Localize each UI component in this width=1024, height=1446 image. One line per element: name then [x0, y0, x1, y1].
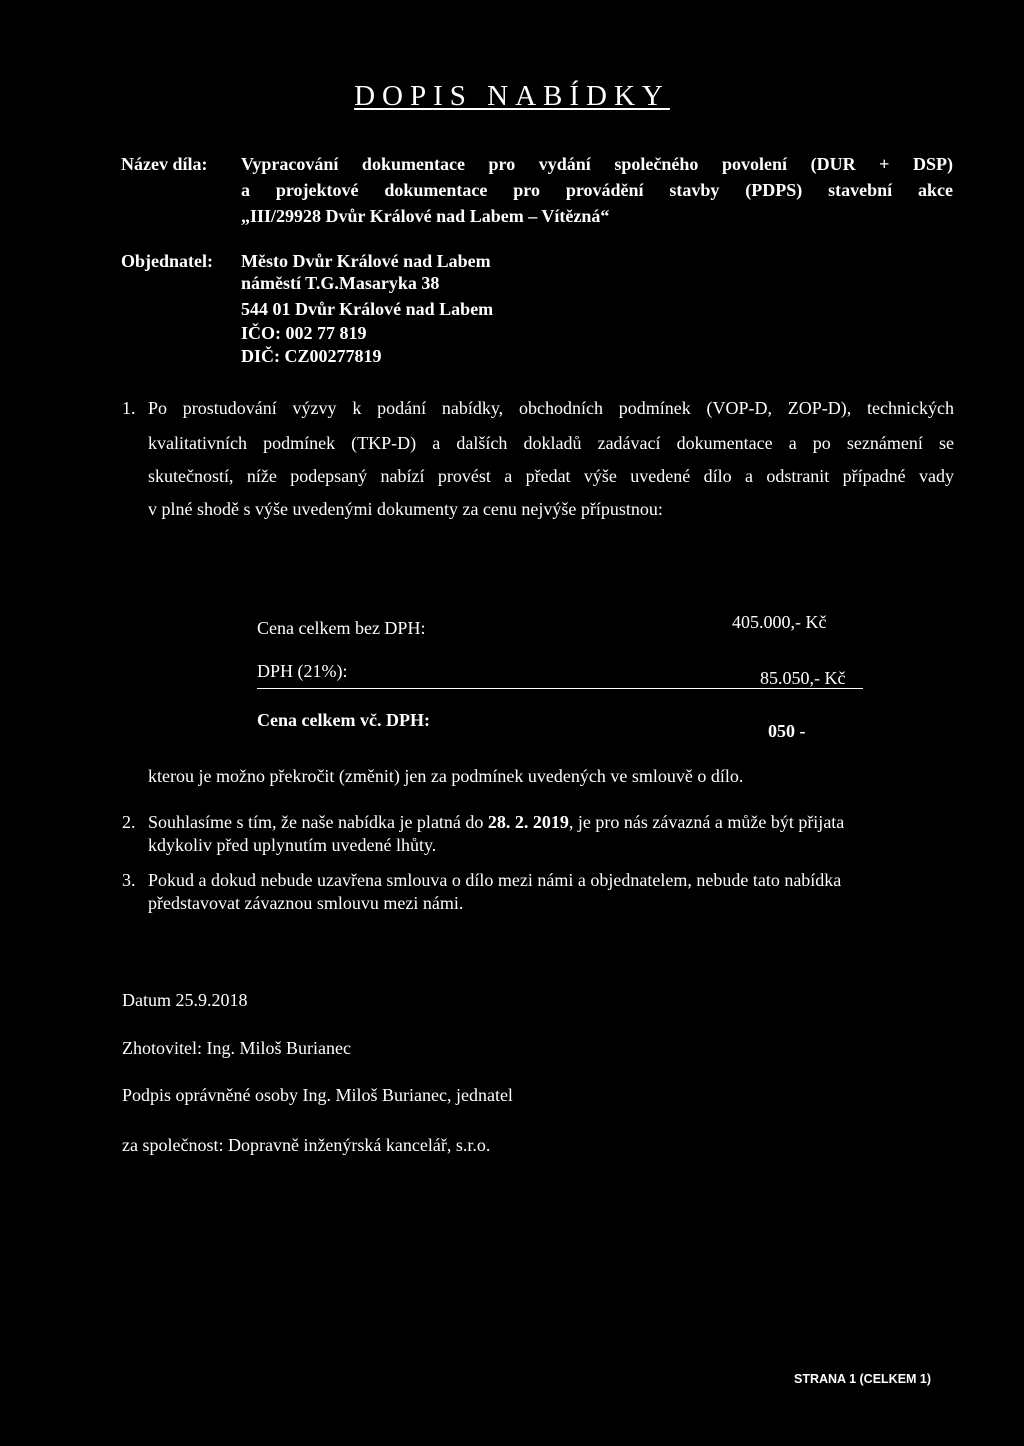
item-number: 1. [122, 398, 136, 418]
item1-line: Po prostudování výzvy k podání nabídky, obchodních podmínek (VOP-D, ZOP-D), technických [148, 398, 954, 418]
client-line: 544 01 Dvůr Králové nad Labem [241, 299, 494, 319]
validity-date: 28. 2. 2019 [487, 812, 569, 832]
page-title: DOPIS NABÍDKY [354, 80, 670, 112]
item1-line: skutečností, níže podepsaný nabízí provést a předat výše uvedené dílo a odstranit případné vady [148, 466, 954, 486]
work-line: „III/29928 Dvůr Králové nad Labem – Vítězná“ [241, 206, 610, 226]
price-vat-label: DPH (21%): [257, 661, 348, 681]
work-line: Vypracování dokumentace pro vydání společného povolení (DUR + DSP) [241, 154, 953, 174]
client-line: náměstí T.G.Masaryka 38 [241, 273, 440, 293]
item-number: 2. [122, 812, 136, 832]
item3-line: Pokud a dokud nebude uzavřena smlouva o dílo mezi námi a objednatelem, nebude tato nabídka [148, 870, 842, 890]
item2-text: , je pro nás závazná a může být přijata [568, 812, 845, 832]
price-total-label: Cena celkem vč. DPH: [257, 710, 430, 730]
work-line: a projektové dokumentace pro provádění stavby (PDPS) stavební akce [241, 180, 953, 200]
client-line: IČO: 002 77 819 [241, 323, 367, 343]
item2-line [148, 812, 844, 833]
price-net-label: Cena celkem bez DPH: [257, 618, 426, 638]
client-line: Město Dvůr Králové nad Labem [241, 251, 491, 271]
price-vat-value: 85.050,- Kč [760, 668, 846, 688]
price-total-value: 050 - [768, 721, 806, 741]
page-number: STRANA 1 (CELKEM 1) [794, 1372, 932, 1386]
price-condition: kterou je možno překročit (změnit) jen za podmínek uvedených ve smlouvě o dílo. [148, 766, 744, 786]
date-line: Datum 25.9.2018 [122, 990, 248, 1010]
item2-line: kdykoliv před uplynutím uvedené lhůty. [148, 835, 437, 855]
price-net-value: 405.000,- Kč [732, 612, 827, 632]
item-number: 3. [122, 870, 136, 890]
work-label: Název díla: [121, 154, 208, 174]
item2-text: Souhlasíme s tím, že naše nabídka je platná do [148, 812, 488, 832]
client-label: Objednatel: [121, 251, 213, 271]
item1-line: v plné shodě s výše uvedenými dokumenty za cenu nejvýše přípustnou: [148, 499, 663, 519]
item3-line: představovat závaznou smlouvu mezi námi. [148, 893, 464, 913]
contractor-line: Zhotovitel: Ing. Miloš Burianec [122, 1038, 351, 1058]
client-line: DIČ: CZ00277819 [241, 346, 382, 366]
price-divider [257, 688, 863, 689]
signatory-line: Podpis oprávněné osoby Ing. Miloš Burianec, jednatel [122, 1085, 513, 1105]
company-line: za společnost: Dopravně inženýrská kancelář, s.r.o. [122, 1135, 491, 1155]
item1-line: kvalitativních podmínek (TKP-D) a dalších dokladů zadávací dokumentace a po seznámení se [148, 433, 954, 453]
